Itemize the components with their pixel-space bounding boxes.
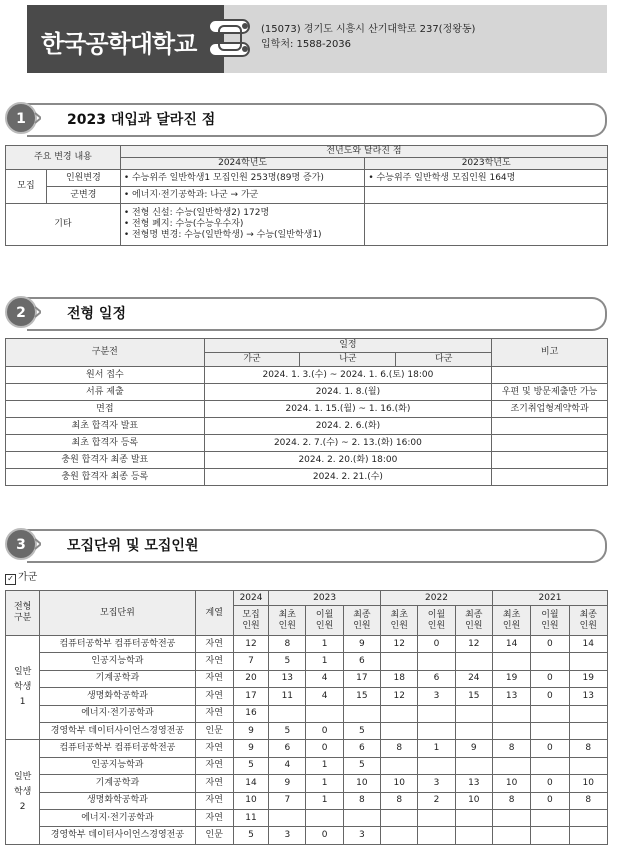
quota-value: 0 [306, 740, 343, 757]
schedule-item: 충원 합격자 최종 등록 [6, 469, 205, 486]
etc-line: • 전형 폐지: 수능(수능우수자) [123, 219, 244, 229]
quota-value: 9 [233, 740, 268, 757]
chain-link-icon [205, 15, 255, 63]
quota-value: 5 [269, 722, 306, 739]
quota-value: 7 [233, 653, 268, 670]
quota-value [569, 827, 607, 844]
track: 자연 [195, 688, 233, 705]
quota-value: 13 [569, 688, 607, 705]
h-final: 최종 인원 [569, 606, 607, 636]
quota-value [492, 757, 530, 774]
quota-value: 2 [418, 792, 455, 809]
quota-value: 9 [343, 636, 380, 653]
h-type: 전형 구분 [6, 591, 40, 636]
section-number: 3 [16, 537, 26, 553]
quota-value: 3 [418, 688, 455, 705]
schedule-note [492, 452, 608, 469]
quota-value [531, 809, 569, 826]
section-title: 모집단위 및 모집인원 [67, 538, 199, 554]
unit-name: 기계공학과 [40, 775, 195, 792]
section-2-heading [5, 294, 607, 332]
track: 자연 [195, 775, 233, 792]
quota-value: 3 [269, 827, 306, 844]
quota-value: 24 [455, 670, 492, 687]
quota-value [381, 827, 418, 844]
checkbox-label: 가군 [18, 572, 38, 583]
quota-value: 4 [306, 670, 343, 687]
schedule-date: 2024. 1. 15.(월) ~ 1. 16.(화) [204, 401, 492, 418]
school-name: 한국공학대학교 [41, 30, 197, 58]
quota-value: 1 [306, 653, 343, 670]
track: 자연 [195, 705, 233, 722]
etc-2024 [120, 204, 365, 246]
quota-value [455, 757, 492, 774]
quota-row [6, 688, 608, 705]
sub-group: 군변경 [46, 187, 120, 204]
schedule-note [492, 418, 608, 435]
h-2023: 2023학년도 [365, 158, 608, 170]
quota-value: 6 [343, 740, 380, 757]
quota-value: 14 [492, 636, 530, 653]
quota-row [6, 653, 608, 670]
quota-value [418, 757, 455, 774]
quota-value [531, 757, 569, 774]
quota-value: 10 [455, 792, 492, 809]
quota-value: 4 [306, 688, 343, 705]
quota-value [306, 809, 343, 826]
quota-row [6, 827, 608, 844]
quota-value: 3 [418, 775, 455, 792]
quota-value: 5 [343, 757, 380, 774]
quota-value: 15 [343, 688, 380, 705]
quota-value: 8 [569, 792, 607, 809]
schedule-item: 최초 합격자 발표 [6, 418, 205, 435]
h-note: 비고 [492, 339, 608, 367]
quota-table [5, 590, 608, 845]
quota-value: 20 [233, 670, 268, 687]
h-first: 최초 인원 [269, 606, 306, 636]
number-badge-icon [5, 294, 41, 330]
quota-2023: • 수능위주 일반학생 모집인원 164명 [365, 170, 608, 187]
sub-quota: 인원변경 [46, 170, 120, 187]
quota-value [531, 705, 569, 722]
quota-value: 1 [418, 740, 455, 757]
quota-value: 1 [306, 757, 343, 774]
quota-value: 6 [343, 653, 380, 670]
quota-value: 0 [306, 722, 343, 739]
track: 자연 [195, 653, 233, 670]
quota-value: 9 [455, 740, 492, 757]
quota-value: 11 [233, 809, 268, 826]
h-track: 계열 [195, 591, 233, 636]
h-2024: 2024학년도 [120, 158, 365, 170]
quota-value: 10 [492, 775, 530, 792]
quota-value: 1 [306, 775, 343, 792]
h-year-2021: 2021 [492, 591, 607, 606]
unit-name: 경영학부 데이터사이언스경영전공 [40, 827, 195, 844]
track: 자연 [195, 670, 233, 687]
cat-etc: 기타 [6, 204, 121, 246]
track: 인문 [195, 827, 233, 844]
h-unit: 모집단위 [40, 591, 195, 636]
quota-value: 13 [492, 688, 530, 705]
section-title: 전형 일정 [67, 306, 126, 322]
quota-row [6, 705, 608, 722]
quota-value: 5 [269, 653, 306, 670]
section-number: 2 [16, 305, 26, 321]
quota-value [343, 705, 380, 722]
h-type: 구분전 [6, 339, 205, 367]
quota-value [343, 809, 380, 826]
quota-value: 5 [233, 827, 268, 844]
h-carry: 이월 인원 [418, 606, 455, 636]
quota-value: 12 [381, 636, 418, 653]
h-final: 최종 인원 [455, 606, 492, 636]
quota-value: 8 [269, 636, 306, 653]
schedule-row [6, 401, 608, 418]
track: 자연 [195, 757, 233, 774]
section-number: 1 [16, 111, 26, 127]
cat-recruit: 모집 [6, 170, 47, 204]
quota-value: 10 [343, 775, 380, 792]
quota-value [418, 827, 455, 844]
schedule-item: 충원 합격자 최종 발표 [6, 452, 205, 469]
quota-value [455, 653, 492, 670]
quota-value: 10 [569, 775, 607, 792]
quota-value: 14 [569, 636, 607, 653]
quota-2024: • 수능위주 일반학생1 모집인원 253명(89명 증가) [120, 170, 365, 187]
quota-value: 11 [269, 688, 306, 705]
schedule-date: 2024. 2. 6.(화) [204, 418, 492, 435]
schedule-note: 조기취업형계약학과 [492, 401, 608, 418]
schedule-date: 2024. 1. 8.(월) [204, 384, 492, 401]
h-year-2024: 2024 [233, 591, 268, 606]
group-label: 일반 학생 1 [6, 636, 40, 740]
quota-value [569, 757, 607, 774]
schedule-date: 2024. 1. 3.(수) ~ 2024. 1. 6.(토) 18:00 [204, 367, 492, 384]
track: 자연 [195, 792, 233, 809]
unit-name: 컴퓨터공학부 컴퓨터공학전공 [40, 740, 195, 757]
group-2024: • 에너지·전기공학과: 나군 → 가군 [120, 187, 365, 204]
h-main: 주요 변경 내용 [6, 146, 121, 170]
quota-value [492, 705, 530, 722]
section-3-heading [5, 526, 607, 564]
unit-name: 기계공학과 [40, 670, 195, 687]
h-na: 나군 [300, 353, 396, 367]
quota-value: 10 [381, 775, 418, 792]
quota-value [381, 809, 418, 826]
group-label: 일반 학생 2 [6, 740, 40, 844]
schedule-item: 면접 [6, 401, 205, 418]
phone: 입학처: 1588-2036 [261, 39, 352, 50]
h-sched: 일정 [204, 339, 492, 353]
schedule-note [492, 435, 608, 452]
quota-row [6, 757, 608, 774]
quota-value [455, 722, 492, 739]
quota-value: 0 [531, 688, 569, 705]
quota-value [492, 722, 530, 739]
h-first: 최초 인원 [381, 606, 418, 636]
track: 자연 [195, 740, 233, 757]
quota-value: 13 [269, 670, 306, 687]
etc-line: • 전형 신설: 수능(일반학생2) 172명 [123, 208, 270, 218]
quota-value: 18 [381, 670, 418, 687]
quota-value [381, 653, 418, 670]
quota-value: 8 [343, 792, 380, 809]
quota-value [269, 705, 306, 722]
quota-value: 19 [569, 670, 607, 687]
quota-value [569, 809, 607, 826]
schedule-date: 2024. 2. 7.(수) ~ 2. 13.(화) 16:00 [204, 435, 492, 452]
quota-value: 13 [455, 775, 492, 792]
quota-value: 0 [531, 740, 569, 757]
quota-value: 0 [418, 636, 455, 653]
track: 자연 [195, 809, 233, 826]
quota-value [381, 722, 418, 739]
unit-name: 에너지·전기공학과 [40, 809, 195, 826]
quota-value: 5 [343, 722, 380, 739]
quota-value: 10 [233, 792, 268, 809]
quota-value: 0 [531, 636, 569, 653]
quota-value [531, 827, 569, 844]
quota-row [6, 722, 608, 739]
changes-table [5, 145, 608, 246]
group-checkbox [5, 568, 37, 585]
quota-value [381, 757, 418, 774]
checkbox-checked-icon: ✓ [5, 574, 16, 585]
h-ga: 가군 [204, 353, 300, 367]
schedule-row [6, 367, 608, 384]
quota-value: 0 [531, 792, 569, 809]
unit-name: 생명화학공학과 [40, 792, 195, 809]
header-title-block [27, 5, 224, 73]
quota-value: 6 [418, 670, 455, 687]
schedule-date: 2024. 2. 20.(화) 18:00 [204, 452, 492, 469]
h-carry: 이월 인원 [531, 606, 569, 636]
header-banner [27, 5, 607, 73]
unit-name: 생명화학공학과 [40, 688, 195, 705]
quota-value: 14 [233, 775, 268, 792]
unit-name: 경영학부 데이터사이언스경영전공 [40, 722, 195, 739]
quota-value [418, 705, 455, 722]
etc-line: • 전형명 변경: 수능(일반학생) → 수능(일반학생1) [123, 230, 322, 240]
quota-value [306, 705, 343, 722]
quota-row [6, 740, 608, 757]
quota-value [418, 722, 455, 739]
quota-value: 17 [343, 670, 380, 687]
schedule-row [6, 384, 608, 401]
unit-name: 인공지능학과 [40, 757, 195, 774]
number-badge-icon [5, 526, 41, 562]
quota-value: 19 [492, 670, 530, 687]
schedule-note [492, 469, 608, 486]
quota-value: 7 [269, 792, 306, 809]
quota-value: 6 [269, 740, 306, 757]
track: 인문 [195, 722, 233, 739]
quota-value [455, 809, 492, 826]
quota-value [455, 827, 492, 844]
unit-name: 컴퓨터공학부 컴퓨터공학전공 [40, 636, 195, 653]
h-recruit: 모집 인원 [233, 606, 268, 636]
quota-row [6, 670, 608, 687]
quota-value: 12 [233, 636, 268, 653]
schedule-table [5, 338, 608, 486]
schedule-row [6, 469, 608, 486]
schedule-item: 서류 제출 [6, 384, 205, 401]
h-final: 최종 인원 [343, 606, 380, 636]
quota-value [418, 809, 455, 826]
quota-value: 15 [455, 688, 492, 705]
quota-value: 8 [492, 792, 530, 809]
quota-value [531, 722, 569, 739]
quota-value: 8 [381, 740, 418, 757]
section-title: 2023 대입과 달라진 점 [67, 112, 216, 128]
unit-name: 인공지능학과 [40, 653, 195, 670]
quota-value: 8 [381, 792, 418, 809]
quota-value: 9 [233, 722, 268, 739]
schedule-date: 2024. 2. 21.(수) [204, 469, 492, 486]
quota-row [6, 636, 608, 653]
quota-value [492, 827, 530, 844]
quota-value: 1 [306, 636, 343, 653]
quota-value [569, 722, 607, 739]
h-da: 다군 [396, 353, 492, 367]
quota-value: 0 [306, 827, 343, 844]
number-badge-icon [5, 100, 41, 136]
quota-row [6, 792, 608, 809]
quota-value: 17 [233, 688, 268, 705]
quota-value [418, 653, 455, 670]
h-compare: 전년도와 달라진 점 [120, 146, 607, 158]
quota-value: 8 [492, 740, 530, 757]
schedule-row [6, 435, 608, 452]
quota-value: 12 [455, 636, 492, 653]
schedule-row [6, 418, 608, 435]
schedule-item: 최초 합격자 등록 [6, 435, 205, 452]
h-year-2022: 2022 [381, 591, 493, 606]
quota-value: 0 [531, 775, 569, 792]
quota-value [531, 653, 569, 670]
quota-value: 16 [233, 705, 268, 722]
quota-value [569, 653, 607, 670]
quota-value: 1 [306, 792, 343, 809]
quota-value: 4 [269, 757, 306, 774]
schedule-note [492, 367, 608, 384]
quota-row [6, 809, 608, 826]
schedule-row [6, 452, 608, 469]
quota-row [6, 775, 608, 792]
quota-value [269, 809, 306, 826]
h-year-2023: 2023 [269, 591, 381, 606]
section-1-heading [5, 100, 607, 138]
quota-value [492, 809, 530, 826]
quota-value [381, 705, 418, 722]
quota-value [492, 653, 530, 670]
h-carry: 이월 인원 [306, 606, 343, 636]
track: 자연 [195, 636, 233, 653]
quota-value [569, 705, 607, 722]
quota-value: 5 [233, 757, 268, 774]
quota-value: 0 [531, 670, 569, 687]
quota-value: 3 [343, 827, 380, 844]
quota-value: 12 [381, 688, 418, 705]
quota-value [455, 705, 492, 722]
schedule-item: 원서 접수 [6, 367, 205, 384]
contact-info [261, 22, 475, 52]
h-first: 최초 인원 [492, 606, 530, 636]
unit-name: 에너지·전기공학과 [40, 705, 195, 722]
quota-value: 8 [569, 740, 607, 757]
address: (15073) 경기도 시흥시 산기대학로 237(정왕동) [261, 24, 476, 35]
schedule-note: 우편 및 방문제출만 가능 [492, 384, 608, 401]
quota-value: 9 [269, 775, 306, 792]
